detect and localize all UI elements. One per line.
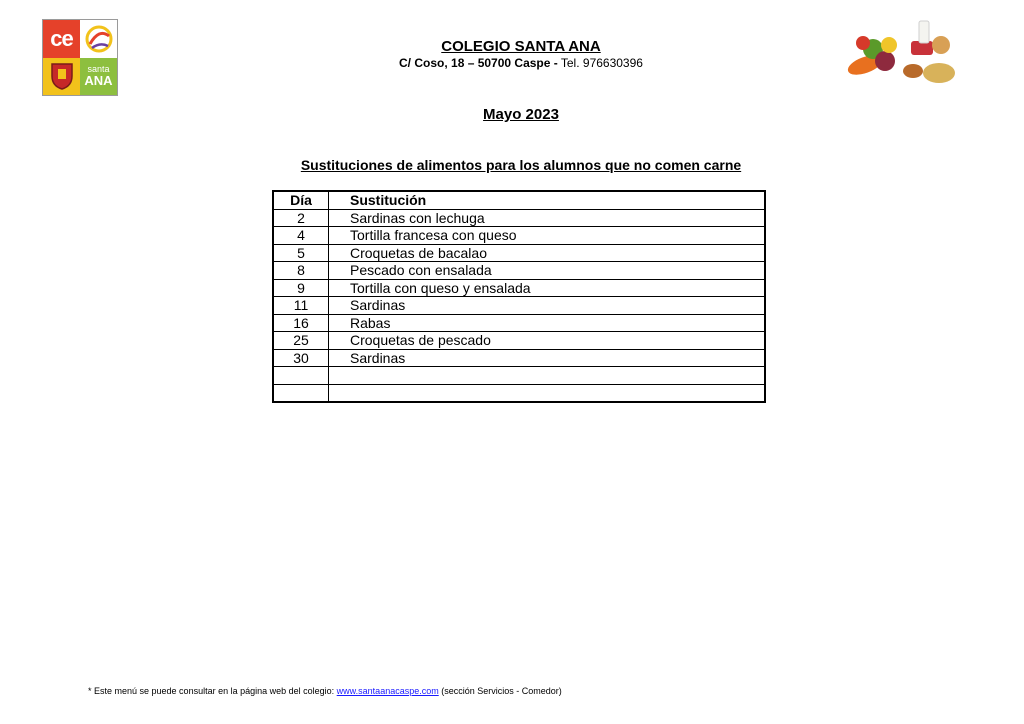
row-substitution: Sardinas [329, 297, 766, 315]
row-day: 2 [273, 209, 329, 227]
logo-ana-text: ANA [84, 73, 113, 89]
footer-suffix: (sección Servicios - Comedor) [438, 686, 562, 696]
row-substitution: Sardinas con lechuga [329, 209, 766, 227]
school-address [0, 56, 1024, 70]
address-text: C/ Coso, 18 – 50700 Caspe - [399, 56, 558, 70]
table-row [273, 314, 765, 332]
table-row [273, 279, 765, 297]
table-row [273, 332, 765, 350]
row-substitution: Rabas [329, 314, 766, 332]
substitutions-table [272, 190, 766, 403]
table-row [273, 227, 765, 245]
row-day: 11 [273, 297, 329, 315]
row-day: 9 [273, 279, 329, 297]
table-row [273, 349, 765, 367]
row-substitution: Croquetas de pescado [329, 332, 766, 350]
row-day: 8 [273, 262, 329, 280]
row-day: 16 [273, 314, 329, 332]
school-name: COLEGIO SANTA ANA [441, 38, 601, 55]
row-day: 25 [273, 332, 329, 350]
row-day [273, 367, 329, 385]
row-substitution: Tortilla con queso y ensalada [329, 279, 766, 297]
header-substitution: Sustitución [329, 191, 766, 209]
footer-note [88, 686, 562, 696]
row-day: 30 [273, 349, 329, 367]
table-row [273, 209, 765, 227]
month-title: Mayo 2023 [483, 106, 559, 123]
website-link[interactable]: www.santaanacaspe.com [336, 686, 439, 696]
table-row [273, 384, 765, 402]
row-substitution [329, 367, 766, 385]
table-row [273, 262, 765, 280]
table-row [273, 297, 765, 315]
row-day [273, 384, 329, 402]
header-day: Día [273, 191, 329, 209]
logo-ce-text: ce [43, 20, 80, 58]
phone-text: Tel. 976630396 [557, 56, 643, 70]
footer-prefix: * Este menú se puede consultar en la página web del colegio: [88, 686, 337, 696]
logo-santa-text: santa [87, 64, 110, 75]
row-substitution: Croquetas de bacalao [329, 244, 766, 262]
row-day: 4 [273, 227, 329, 245]
table-row [273, 367, 765, 385]
row-substitution: Tortilla francesa con queso [329, 227, 766, 245]
table-row [273, 244, 765, 262]
table-header-row [273, 191, 765, 209]
row-day: 5 [273, 244, 329, 262]
table-subtitle: Sustituciones de alimentos para los alumnos que no comen carne [300, 157, 742, 173]
row-substitution [329, 384, 766, 402]
row-substitution: Pescado con ensalada [329, 262, 766, 280]
row-substitution: Sardinas [329, 349, 766, 367]
